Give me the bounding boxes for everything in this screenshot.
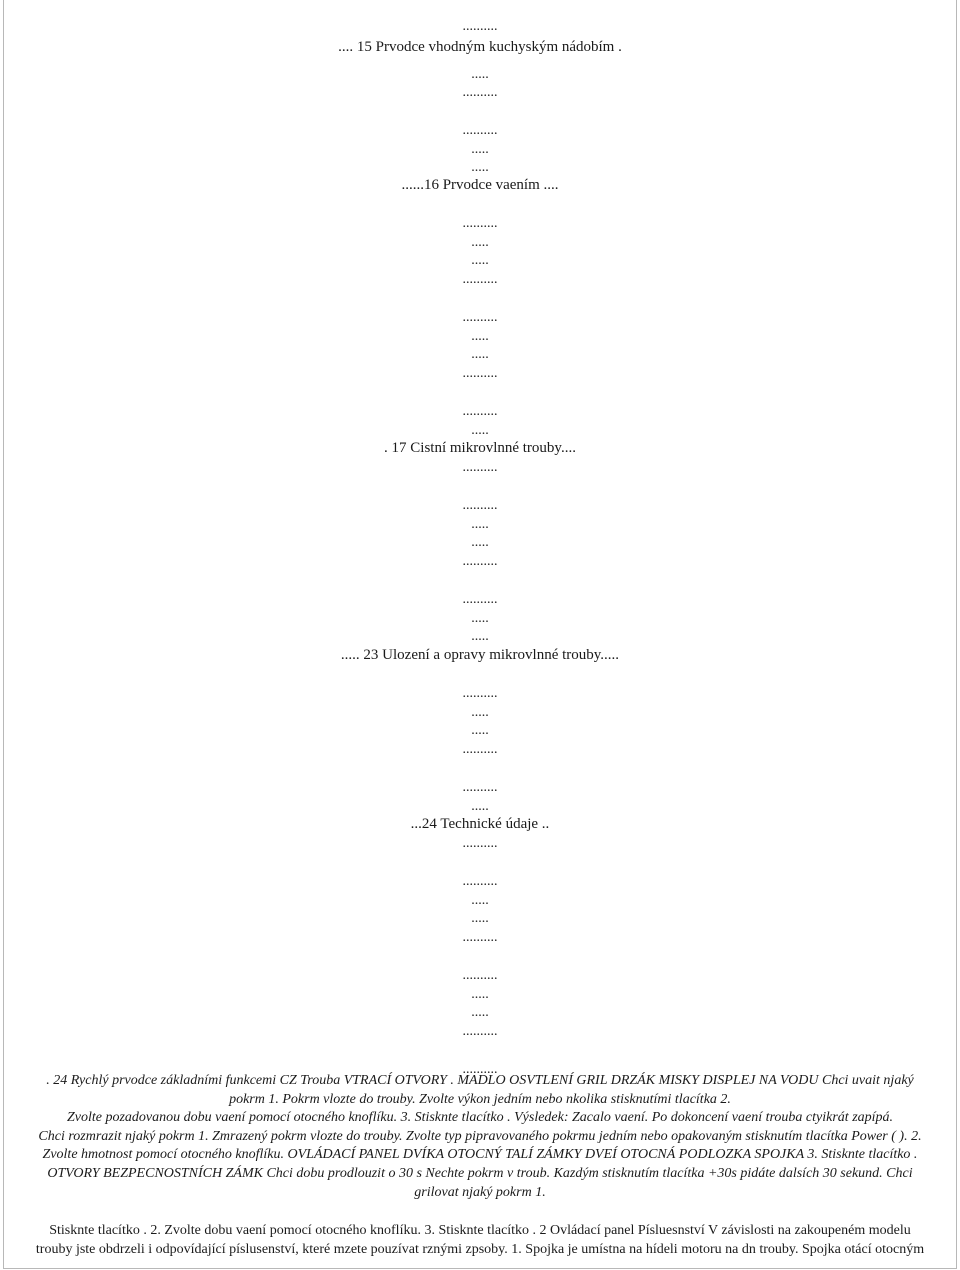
- toc-leader-line: .....: [471, 517, 489, 532]
- paragraph-line: Stisknte tlacítko . 2. Zvolte dobu vaení pomocí otocného knoflíku. 3. Stisknte tlacítko . 2 Ovládací panel Písluesnství V závislosti na zakoupeném modelu: [49, 1223, 911, 1238]
- toc-leader-line: ..........: [462, 592, 498, 607]
- toc-leader-line: .....: [471, 629, 489, 644]
- toc-leader-line: ..........: [462, 19, 498, 34]
- paragraph-line: pokrm 1. Pokrm vlozte do trouby. Zvolte výkon jedním nebo nkolika stisknutími tlacítka 2.: [229, 1091, 731, 1107]
- paragraph-line: Chci rozmrazit njaký pokrm 1. Zmrazený pokrm vlozte do trouby. Zvolte typ pipravovaného pokrmu jedním nebo opakovaným stisknutím tlacítka Power ( ). 2.: [38, 1128, 922, 1144]
- toc-leader-line: ..........: [462, 930, 498, 945]
- toc-leader-line: .....: [471, 253, 489, 268]
- toc-leader-line: ..........: [462, 554, 498, 569]
- toc-leader-line: .....: [471, 67, 489, 82]
- toc-leader-line: .....: [471, 535, 489, 550]
- toc-leader-line: ..........: [462, 686, 498, 701]
- toc-entry: ......16 Prvodce vaením ....: [401, 177, 559, 193]
- toc-leader-line: .....: [471, 423, 489, 438]
- paragraph-line: . 24 Rychlý prvodce základními funkcemi CZ Trouba VTRACÍ OTVORY . MADLO OSVTLENÍ GRIL DRZÁK MISKY DISPLEJ NA VODU Chci uvait njaký: [46, 1073, 914, 1088]
- toc-leader-line: ..........: [462, 836, 498, 851]
- paragraph-line: OTVORY BEZPECNOSTNÍCH ZÁMK Chci dobu prodlouzit o 30 s Nechte pokrm v troub. Kazdým stisknutím tlacítka +30s pidáte dalsích 30 sekund. Chci: [47, 1165, 913, 1181]
- toc-leader-line: ..........: [462, 123, 498, 138]
- paragraph-line: Zvolte hmotnost pomocí otocného knoflíku. OVLÁDACÍ PANEL DVÍKA OTOCNÝ TALÍ ZÁMKY DVEÍ OTOCNÁ PODLOZKA SPOJKA 3. Stisknte tlacítko .: [42, 1147, 918, 1163]
- toc-leader-line: ..........: [462, 216, 498, 231]
- quick-guide-paragraph: [6, 1072, 954, 1202]
- toc-leader-line: ..........: [462, 968, 498, 983]
- paragraph-line: trouby jste obdrzeli i odpovídající píslusenství, které mzete pouzívat rznými zpsoby. 1. Spojka je umístna na hídeli motoru na dn trouby. Spojka otácí otocným: [35, 1241, 925, 1257]
- toc-entry: .... 15 Prvodce vhodným kuchyským nádobím .: [338, 39, 622, 55]
- toc-leader-line: ..........: [462, 366, 498, 381]
- toc-leader-line: .....: [471, 1005, 489, 1020]
- toc-entry: ..... 23 Ulození a opravy mikrovlnné trouby.....: [340, 647, 620, 663]
- toc-leader-line: .....: [471, 235, 489, 250]
- toc-leader-line: ..........: [462, 874, 498, 889]
- toc-leader-line: ..........: [462, 85, 498, 100]
- toc-leader-line: ..........: [462, 1062, 498, 1077]
- toc-leader-line: ..........: [462, 460, 498, 475]
- toc-leader-line: .....: [471, 911, 489, 926]
- paragraph-line: grilovat njaký pokrm 1.: [414, 1184, 546, 1200]
- toc-leader-line: ..........: [462, 780, 498, 795]
- control-panel-paragraph: [6, 1222, 954, 1259]
- toc-leader-line: ..........: [462, 1024, 498, 1039]
- toc-leader-line: .....: [471, 705, 489, 720]
- toc-leader-line: .....: [471, 893, 489, 908]
- toc-leader-line: ..........: [462, 310, 498, 325]
- toc-leader-line: ..........: [462, 272, 498, 287]
- toc-leader-line: .....: [471, 723, 489, 738]
- toc-leader-line: .....: [471, 611, 489, 626]
- toc-entry: ...24 Technické údaje ..: [410, 816, 550, 832]
- toc-leader-line: .....: [471, 987, 489, 1002]
- toc-leader-line: .....: [471, 160, 489, 175]
- paragraph-line: Zvolte pozadovanou dobu vaení pomocí otocného knoflíku. 3. Stisknte tlacítko . Výsledek: Zacalo vaení. Po dokoncení vaení trouba ctyikrát zapípá.: [66, 1110, 894, 1126]
- toc-leader-line: .....: [471, 329, 489, 344]
- toc-leader-line: .....: [471, 799, 489, 814]
- toc-leader-line: ..........: [462, 404, 498, 419]
- toc-leader-line: .....: [471, 142, 489, 157]
- toc-leader-line: ..........: [462, 742, 498, 757]
- toc-leader-line: .....: [471, 347, 489, 362]
- toc-leader-line: ..........: [462, 498, 498, 513]
- toc-entry: . 17 Cistní mikrovlnné trouby....: [384, 440, 576, 456]
